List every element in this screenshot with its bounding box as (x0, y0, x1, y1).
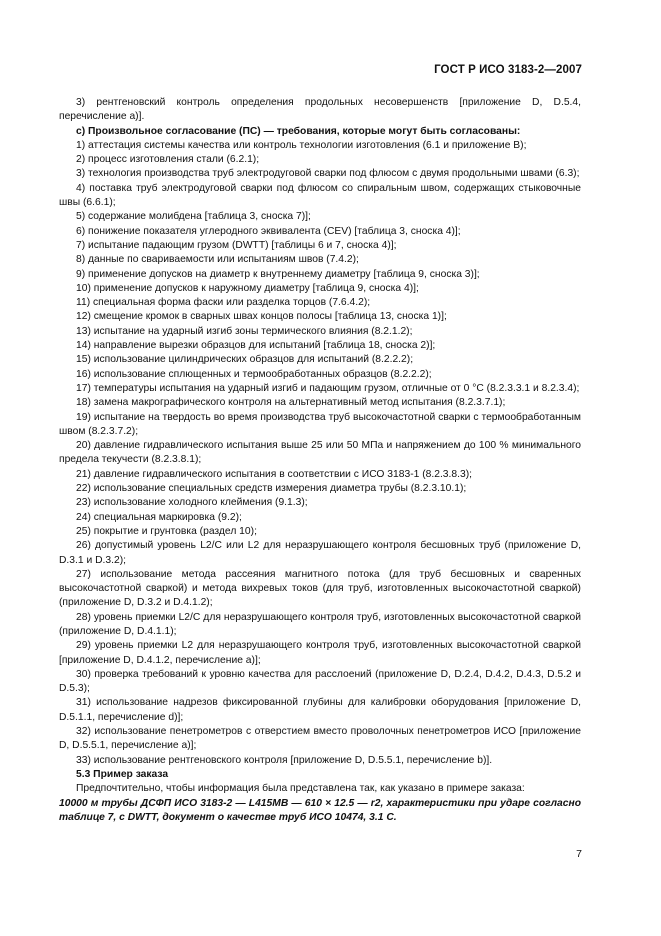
list-item: 17) температуры испытания на ударный изгиб и падающим грузом, отличные от 0 °C (8.2.3.3.1 и 8.2.3.4); (76, 382, 580, 394)
list-item: 2) процесс изготовления стали (6.2.1); (76, 154, 260, 166)
list-item: 12) смещение кромок в сварных швах концов полосы [таблица 13, сноска 1)]; (76, 311, 447, 323)
list-item: 7) испытание падающим грузом (DWTT) [таблицы 6 и 7, сноска 4)]; (76, 239, 397, 251)
list-item: 28) уровень приемки L2/C для неразрушающего контроля труб, изготовленных высокочастотной сваркой (приложение D, D.4.1.1); (59, 611, 581, 637)
list-item: 33) использование рентгеновского контроля [приложение D, D.5.5.1, перечисление b)]. (76, 754, 493, 766)
list-item: 1) аттестация системы качества или контроль технологии изготовления (6.1 и приложение B); (76, 139, 527, 151)
page-header: ГОСТ Р ИСО 3183-2—2007 (434, 64, 582, 76)
list-item: 11) специальная форма фаски или разделка торцов (7.6.4.2); (76, 297, 371, 309)
item-list (59, 96, 581, 797)
list-item: 15) использование цилиндрических образцов для испытаний (8.2.2.2); (76, 354, 414, 366)
list-item: 6) понижение показателя углеродного эквивалента (CEV) [таблица 3, сноска 4)]; (76, 225, 461, 237)
page-content (59, 96, 581, 825)
list-item: 4) поставка труб электродуговой сварки под флюсом со спиральным швом, содержащих стыковочные швы (6.6.1); (59, 182, 581, 209)
list-item: 25) покрытие и грунтовка (раздел 10); (76, 525, 257, 537)
list-item: 18) замена макрографического контроля на альтернативный метод испытания (8.2.3.7.1); (76, 397, 506, 409)
list-item: c) Произвольное согласование (ПС) — требования, которые могут быть согласованы: (76, 125, 521, 137)
list-item: 27) использование метода рассеяния магнитного потока (для труб бесшовных и сваренных высокочастотной сваркой) и метода вихревых токов (для труб, изготовленных высокочастотной сваркой) (приложение D, D.3.2 и D.4.1.2); (59, 568, 581, 609)
list-item: Предпочтительно, чтобы информация была представлена так, как указано в примере заказа: (76, 783, 525, 795)
list-item: 20) давление гидравлического испытания выше 25 или 50 МПа и напряжением до 100 % минимального предела текучести (8.2.3.8.1); (59, 440, 581, 466)
list-item: 26) допустимый уровень L2/C или L2 для неразрушающего контроля бесшовных труб (приложение D, D.3.1 и D.3.2); (59, 540, 581, 566)
list-item: 30) проверка требований к уровню качества для расслоений (приложение D, D.2.4, D.4.2, D.4.3, D.5.2 и D.5.3); (59, 668, 581, 695)
list-item: 31) использование надрезов фиксированной глубины для калибровки оборудования [приложение D, D.5.1.1, перечисление d)]; (59, 697, 581, 723)
list-item: 14) направление вырезки образцов для испытаний [таблица 18, сноска 2)]; (76, 340, 436, 352)
list-item: 16) использование сплющенных и термообработанных образцов (8.2.2.2); (76, 368, 432, 380)
list-item: 24) специальная маркировка (9.2); (76, 511, 242, 523)
list-item: 21) давление гидравлического испытания в соответствии с ИСО 3183-1 (8.2.3.8.3); (76, 468, 473, 480)
list-item: 5.3 Пример заказа (76, 768, 169, 780)
list-item: 5) содержание молибдена [таблица 3, сноска 7)]; (76, 211, 311, 223)
list-item: 19) испытание на твердость во время производства труб высокочастотной сварки с термообработанным швом (8.2.3.7.2); (59, 411, 581, 437)
list-item: 9) применение допусков на диаметр к внутреннему диаметру [таблица 9, сноска 3)]; (76, 268, 480, 280)
list-item: 22) использование специальных средств измерения диаметра трубы (8.2.3.10.1); (76, 483, 467, 495)
list-item: 10) применение допусков к наружному диаметру [таблица 9, сноска 4)]; (76, 282, 419, 294)
list-item: 3) технология производства труб электродуговой сварки под флюсом с двумя продольными швами (6.3); (76, 168, 580, 180)
list-item: 32) использование пенетрометров с отверстием вместо проволочных пенетрометров ИСО [приложение D, D.5.5.1, перечисление a)]; (59, 726, 581, 752)
page-number: 7 (576, 848, 582, 860)
list-item: 29) уровень приемки L2 для неразрушающего контроля труб, изготовленных высокочастотной сваркой [приложение D, D.4.1.2, перечисление a)]; (59, 640, 581, 666)
list-item: 23) использование холодного клеймения (9.1.3); (76, 497, 308, 509)
list-item: 13) испытание на ударный изгиб зоны термического влияния (8.2.1.2); (76, 325, 413, 337)
order-example: 10000 м трубы ДСФП ИСО 3183-2 — L415MB — 610 × 12.5 — r2, характеристики при ударе согласно таблице 7, с DWTT, документ о качестве труб ИСО 10474, 3.1 C. (59, 797, 581, 823)
list-item: 8) данные по свариваемости или испытаниям швов (7.4.2); (76, 254, 359, 266)
list-item: 3) рентгеновский контроль определения продольных несовершенств [приложение D, D.5.4, перечисление a)]. (59, 97, 581, 123)
